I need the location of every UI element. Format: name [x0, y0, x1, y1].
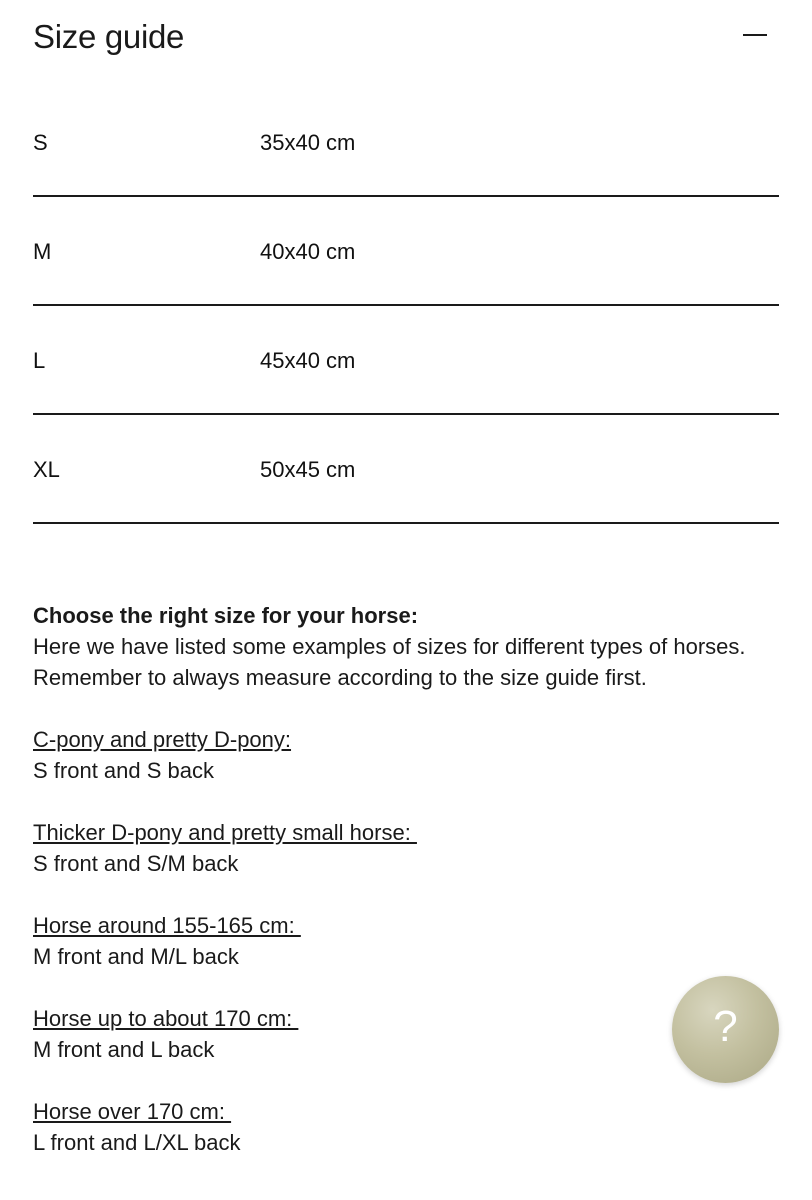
example-title: Horse up to about 170 cm: — [33, 1006, 299, 1031]
size-dimensions: 35x40 cm — [260, 130, 356, 155]
example-value: S front and S/M back — [33, 851, 239, 876]
advice-intro: Here we have listed some examples of sizes for different types of horses. Remember to always measure according to the size guide first. — [33, 634, 746, 690]
example-title: Thicker D-pony and pretty small horse: — [33, 820, 417, 845]
collapse-button[interactable] — [739, 22, 779, 52]
advice-heading: Choose the right size for your horse: — [33, 603, 419, 628]
size-guide-header — [33, 0, 779, 80]
size-dimensions: 45x40 cm — [260, 348, 356, 373]
example-value: M front and M/L back — [33, 944, 239, 969]
size-label: M — [33, 239, 52, 264]
table-row — [33, 197, 779, 306]
table-row — [33, 88, 779, 197]
table-row — [33, 415, 779, 524]
size-label: XL — [33, 457, 60, 482]
example-value: M front and L back — [33, 1037, 215, 1062]
size-label: L — [33, 348, 46, 373]
page-title: Size guide — [33, 18, 185, 55]
example-value: S front and S back — [33, 758, 214, 783]
list-item — [33, 1003, 773, 1065]
size-dimensions: 50x45 cm — [260, 457, 356, 482]
example-value: L front and L/XL back — [33, 1130, 241, 1155]
example-title: C-pony and pretty D-pony: — [33, 727, 292, 752]
example-title: Horse around 155-165 cm: — [33, 913, 301, 938]
help-button[interactable] — [672, 976, 779, 1083]
list-item — [33, 817, 773, 879]
list-item — [33, 910, 773, 972]
list-item — [33, 724, 773, 786]
list-item — [33, 1096, 773, 1158]
size-table — [33, 88, 779, 524]
size-dimensions: 40x40 cm — [260, 239, 356, 264]
size-advice — [33, 600, 773, 1158]
minus-icon — [743, 34, 767, 36]
example-title: Horse over 170 cm: — [33, 1099, 232, 1124]
table-row — [33, 306, 779, 415]
question-mark-icon: ? — [713, 1002, 738, 1051]
size-label: S — [33, 130, 48, 155]
